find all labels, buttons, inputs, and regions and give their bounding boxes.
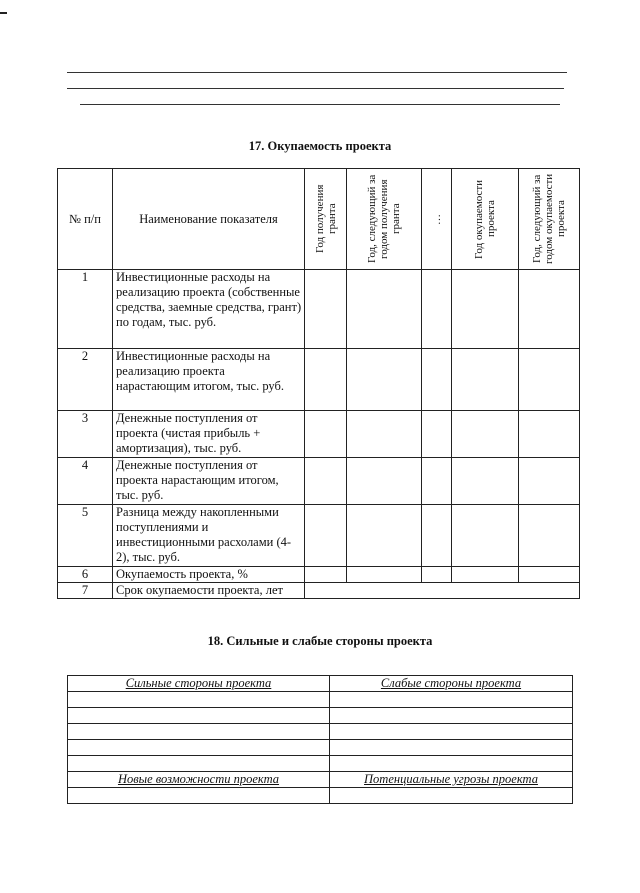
section-18-title: 18. Сильные и слабые стороны проекта <box>207 634 433 648</box>
value-cell[interactable] <box>422 567 452 583</box>
value-cell[interactable] <box>519 411 580 458</box>
opportunity-cell[interactable] <box>68 788 330 804</box>
value-cell[interactable] <box>422 505 452 567</box>
row-indicator-name: Разница между накопленными поступлениями и инвестиционными расхолами (4-2), тыс. руб. <box>113 505 305 567</box>
swot-table <box>67 675 573 804</box>
blank-line-3[interactable] <box>80 104 560 105</box>
row-indicator-name: Денежные поступления от проекта нарастающим итогом, тыс. руб. <box>113 458 305 505</box>
weakness-cell[interactable] <box>330 740 573 756</box>
header-ellipsis: … <box>422 169 452 270</box>
payback-table <box>57 168 580 599</box>
value-cell[interactable] <box>519 458 580 505</box>
strength-cell[interactable] <box>68 740 330 756</box>
weakness-cell[interactable] <box>330 708 573 724</box>
header-grant-year: Год получения гранта <box>305 169 347 270</box>
value-cell[interactable] <box>452 349 519 411</box>
threat-cell[interactable] <box>330 788 573 804</box>
value-cell[interactable] <box>452 411 519 458</box>
payback-period-value-cell[interactable] <box>305 583 580 599</box>
value-cell[interactable] <box>305 505 347 567</box>
table-row <box>58 458 580 505</box>
row-indicator-name: Инвестиционные расходы на реализацию проекта (собственные средства, заемные средства, грант) по годам, тыс. руб. <box>113 270 305 349</box>
weakness-cell[interactable] <box>330 724 573 740</box>
swot-row <box>68 756 573 772</box>
table-row <box>58 411 580 458</box>
value-cell[interactable] <box>519 349 580 411</box>
swot-header-row <box>68 676 573 692</box>
row-indicator-name: Инвестиционные расходы на реализацию проекта нарастающим итогом, тыс. руб. <box>113 349 305 411</box>
page-corner-mark <box>0 12 7 14</box>
swot-row <box>68 692 573 708</box>
payback-table-header-row <box>58 169 580 270</box>
row-indicator-name: Срок окупаемости проекта, лет <box>113 583 305 599</box>
threats-header: Потенциальные угрозы проекта <box>330 772 573 788</box>
value-cell[interactable] <box>347 349 422 411</box>
header-indicator-name: Наименование показателя <box>113 169 305 270</box>
value-cell[interactable] <box>347 411 422 458</box>
row-number: 5 <box>58 505 113 567</box>
value-cell[interactable] <box>347 567 422 583</box>
swot-row <box>68 708 573 724</box>
value-cell[interactable] <box>305 567 347 583</box>
table-row <box>58 505 580 567</box>
value-cell[interactable] <box>305 411 347 458</box>
swot-row <box>68 724 573 740</box>
header-payback-year: Год окупаемости проекта <box>452 169 519 270</box>
row-indicator-name: Денежные поступления от проекта (чистая прибыль + амортизация), тыс. руб. <box>113 411 305 458</box>
value-cell[interactable] <box>422 458 452 505</box>
table-row <box>58 270 580 349</box>
strengths-header: Сильные стороны проекта <box>68 676 330 692</box>
table-row <box>58 349 580 411</box>
value-cell[interactable] <box>519 505 580 567</box>
value-cell[interactable] <box>452 567 519 583</box>
value-cell[interactable] <box>347 458 422 505</box>
row-number: 2 <box>58 349 113 411</box>
section-17-title: 17. Окупаемость проекта <box>248 139 392 153</box>
value-cell[interactable] <box>422 270 452 349</box>
value-cell[interactable] <box>452 270 519 349</box>
weakness-cell[interactable] <box>330 692 573 708</box>
swot-row <box>68 788 573 804</box>
swot-header-row <box>68 772 573 788</box>
weakness-cell[interactable] <box>330 756 573 772</box>
value-cell[interactable] <box>422 349 452 411</box>
strength-cell[interactable] <box>68 708 330 724</box>
strength-cell[interactable] <box>68 724 330 740</box>
value-cell[interactable] <box>519 567 580 583</box>
header-year-after-payback: Год, следующий за годом окупаемости проекта <box>519 169 580 270</box>
opportunities-header: Новые возможности проекта <box>68 772 330 788</box>
blank-line-1[interactable] <box>67 72 567 73</box>
row-number: 3 <box>58 411 113 458</box>
value-cell[interactable] <box>347 270 422 349</box>
value-cell[interactable] <box>305 270 347 349</box>
table-row <box>58 567 580 583</box>
row-indicator-name: Окупаемость проекта, % <box>113 567 305 583</box>
swot-row <box>68 740 573 756</box>
strength-cell[interactable] <box>68 756 330 772</box>
row-number: 1 <box>58 270 113 349</box>
value-cell[interactable] <box>305 458 347 505</box>
row-number: 4 <box>58 458 113 505</box>
value-cell[interactable] <box>452 458 519 505</box>
table-row <box>58 583 580 599</box>
row-number: 6 <box>58 567 113 583</box>
value-cell[interactable] <box>305 349 347 411</box>
blank-line-2[interactable] <box>67 88 564 89</box>
row-number: 7 <box>58 583 113 599</box>
header-year-after-grant: Год, следующий за годом получения гранта <box>347 169 422 270</box>
strength-cell[interactable] <box>68 692 330 708</box>
header-num: № п/п <box>58 169 113 270</box>
value-cell[interactable] <box>452 505 519 567</box>
value-cell[interactable] <box>519 270 580 349</box>
weaknesses-header: Слабые стороны проекта <box>330 676 573 692</box>
value-cell[interactable] <box>347 505 422 567</box>
value-cell[interactable] <box>422 411 452 458</box>
